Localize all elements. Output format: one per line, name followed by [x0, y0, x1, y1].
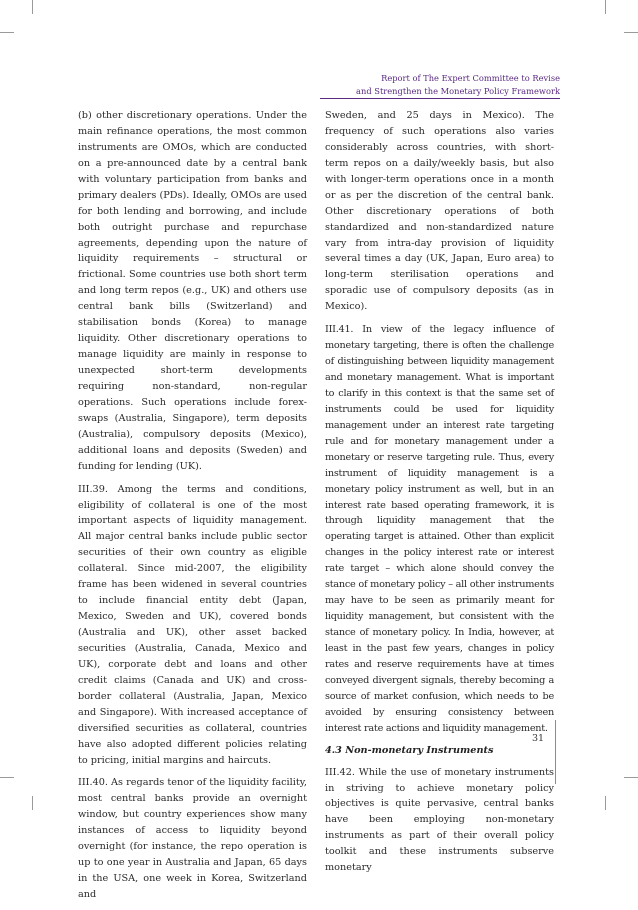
paragraph-III-42: III.42. While the use of monetary instruments in striving to achieve monetary policy objectives is quite pervasive, central banks have been employing non-monetary instruments as part of their overall policy toolkit and these instruments subserve monetary [325, 766, 554, 874]
right-column [325, 108, 554, 883]
crop-mark [605, 796, 606, 810]
crop-mark [32, 796, 33, 810]
crop-mark [624, 32, 638, 33]
left-column [78, 108, 307, 910]
section-heading: 4.3 Non-monetary Instruments [325, 744, 494, 756]
crop-mark [0, 777, 14, 778]
running-header-line-1: Report of The Expert Committee to Revise [381, 73, 560, 83]
paragraph-III-41: III.41. In view of the legacy influence of monetary targeting, there is often the challenge of distinguishing between liquidity management and monetary management. What is important to clarify in this context is that the same set of instruments could be used for liquidity management under an interest rate targeting rule and for monetary management under a monetary or reserve targeting rule. Thus, every instrument of liquidity management is a monetary policy instrument as well, but in an interest rate based operating framework, it is through liquidity management that the operating target is attained. Other than explicit changes in the policy interest rate or interest rate target – which alone should convey the stance of monetary policy – all other instruments may have to be seen as primarily meant for liquidity management, but consistent with the stance of monetary policy. In India, however, at least in the past few years, changes in policy rates and reserve requirements have at times conveyed divergent signals, thereby becoming a source of market confusion, which needs to be avoided by ensuring consistency between interest rate actions and liquidity management. [325, 324, 554, 734]
paragraph-b-discretionary-operations: (b) other discretionary operations. Under the main refinance operations, the most common instruments are OMOs, which are conducted on a pre-announced date by a central bank with voluntary participation from banks and primary dealers (PDs). Ideally, OMOs are used for both lending and borrowing, and include both outright purchase and repurchase agreements, depending upon the nature of liquidity requirements – structural or frictional. Some countries use both short term and long term repos (e.g., UK) and others use central bank bills (Switzerland) and stabilisation bonds (Korea) to manage liquidity. Other discretionary operations to manage liquidity are mainly in response to unexpected short-term developments requiring non-standard, non-regular operations. Such operations include forex-swaps (Australia, Singapore), term deposits (Australia), compulsory deposits (Mexico), additional loans and deposits (Sweden) and funding for lending (UK). [78, 110, 307, 472]
page-number: 31 [532, 733, 545, 744]
running-header [356, 72, 560, 97]
paragraph-III-40: III.40. As regards tenor of the liquidity facility, most central banks provide an overnight window, but country experiences show many instances of access to liquidity beyond overnight (for instance, the repo operation is up to one year in Australia and Japan, 65 days in the USA, one week in Korea, Switzerland and [78, 777, 307, 900]
header-rule [320, 98, 560, 99]
crop-mark [0, 32, 14, 33]
paragraph-III-39: III.39. Among the terms and conditions, eligibility of collateral is one of the most important aspects of liquidity management. All major central banks include public sector securities of their own country as eligible collateral. Since mid-2007, the eligibility frame has been widened in several countries to include financial entity debt (Japan, Mexico, Sweden and UK), covered bonds (Australia and UK), other asset backed securities (Australia, Canada, Mexico and UK), corporate debt and loans and other credit claims (Canada and UK) and cross-border collateral (Australia, Japan, Mexico and Singapore). With increased acceptance of diversified securities as collateral, countries have also adopted different policies relating to pricing, initial margins and haircuts. [78, 483, 307, 766]
crop-mark [605, 0, 606, 14]
page-number-rule [555, 720, 556, 784]
running-header-line-2: and Strengthen the Monetary Policy Framework [356, 85, 560, 96]
crop-mark [32, 0, 33, 14]
paragraph-III-40-continued: Sweden, and 25 days in Mexico). The frequency of such operations also varies considerably across countries, with short-term repos on a daily/weekly basis, but also with longer-term operations once in a month or as per the discretion of the central bank. Other discretionary operations of both standardized and non-standardized nature vary from intra-day provision of liquidity several times a day (UK, Japan, Euro area) to long-term sterilisation operations and sporadic use of compulsory deposits (as in Mexico). [325, 110, 554, 313]
crop-mark [624, 777, 638, 778]
